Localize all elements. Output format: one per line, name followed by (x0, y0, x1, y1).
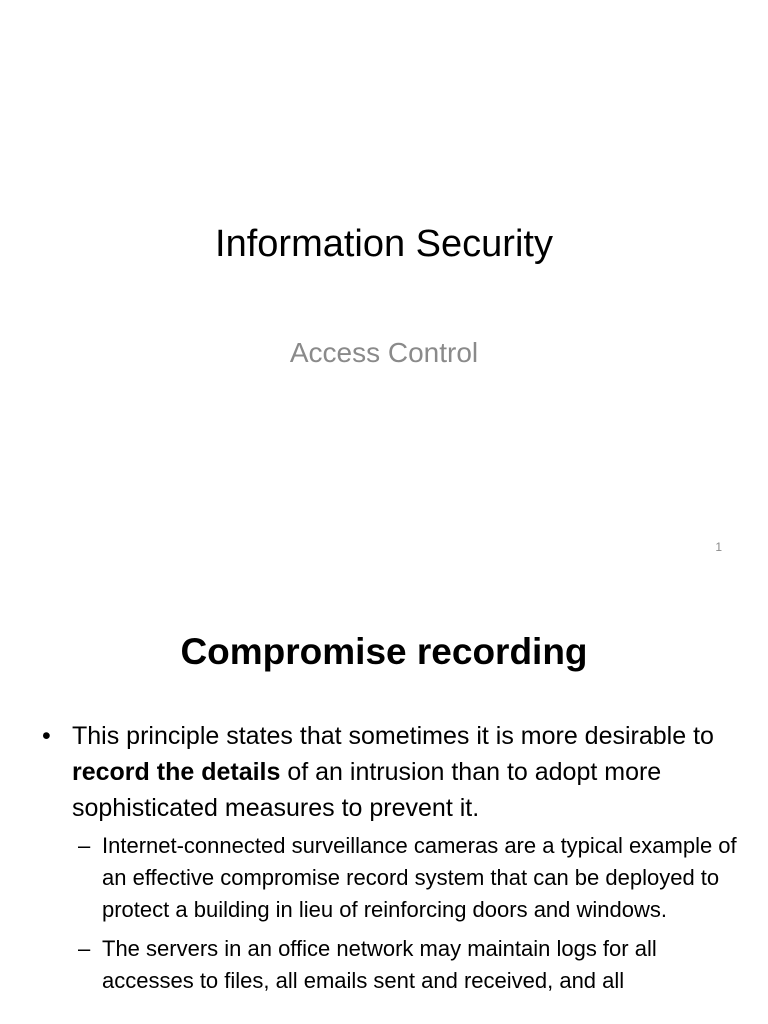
sub-bullet-text: Internet-connected surveillance cameras are a typical example of an effective compromise record system that can be deployed to protect a building in lieu of reinforcing doors and windows. (102, 833, 737, 922)
bullet-text-pre: This principle states that sometimes it is more desirable to (72, 722, 714, 750)
slide-subtitle: Access Control (289, 337, 479, 368)
sub-bullet-item (78, 830, 742, 926)
bullet-item (42, 718, 742, 826)
slide-number: 1 (715, 540, 722, 554)
slide-title: Information Security (215, 223, 553, 265)
dash-marker: – (78, 833, 91, 858)
sub-bullet-text: The servers in an office network may maintain logs for all accesses to files, all emails sent and received, and all (102, 936, 657, 993)
bullet-list (42, 718, 742, 1004)
bullet-text-bold: record the details (72, 758, 281, 786)
sub-bullet-list (42, 830, 742, 997)
content-slide (0, 576, 768, 1024)
sub-bullet-item (78, 933, 742, 997)
bullet-marker: • (42, 722, 51, 750)
slide-title: Compromise recording (180, 631, 588, 672)
bullet-text (72, 722, 714, 822)
dash-marker: – (78, 936, 91, 961)
bullet-text-post: of an intrusion than to adopt more sophisticated measures to prevent it. (72, 758, 662, 822)
